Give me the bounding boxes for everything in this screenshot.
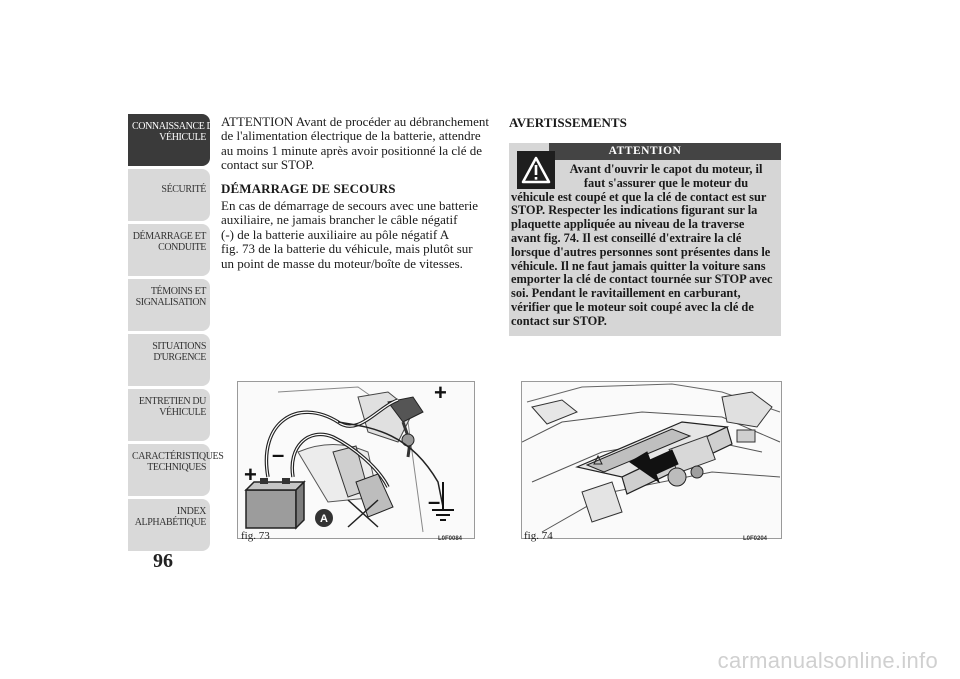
tab-label: SÉCURITÉ [161, 184, 206, 195]
page-number: 96 [153, 550, 173, 572]
tab-label: INDEX [176, 506, 206, 517]
avertissements-heading: AVERTISSEMENTS [509, 115, 627, 130]
tab-label: CONNAISSANCE DU [132, 121, 221, 132]
tab-label: ENTRETIEN DU [138, 396, 206, 407]
tab-label: ALPHABÉTIQUE [134, 517, 206, 528]
tab-situations-urgence[interactable] [128, 334, 210, 386]
plus-label-top: + [434, 382, 447, 405]
left-column [221, 115, 493, 271]
tab-securite[interactable] [128, 169, 210, 221]
figure-73-caption: fig. 73 [241, 530, 270, 542]
warning-line: Avant d'ouvrir le capot du moteur, il [569, 162, 763, 176]
warning-line: faut s'assurer que le moteur du [583, 175, 749, 190]
body-line: fig. 73 de la batterie du véhicule, mais plutôt sur [221, 241, 473, 257]
plus-label-left: + [244, 462, 257, 487]
section-heading: DÉMARRAGE DE SECOURS [221, 180, 396, 196]
minus-label-left: – [272, 442, 285, 467]
front-crossmember-illustration [522, 382, 781, 538]
figure-73 [237, 381, 475, 539]
tab-caracteristiques-techniques[interactable] [128, 444, 224, 496]
figure-74-code: L0F0204 [743, 536, 768, 542]
tab-label: TECHNIQUES [147, 462, 206, 473]
jump-start-illustration [238, 382, 474, 538]
tab-label: VÉHICULE [159, 132, 206, 143]
tab-label: DÉMARRAGE ET [132, 231, 206, 242]
tab-index-alphabetique[interactable] [128, 499, 210, 551]
tab-label: VÉHICULE [159, 407, 206, 418]
figure-73-code: L0F0084 [438, 536, 463, 542]
body-line: (-) de la batterie auxiliaire au pôle négatif A [221, 226, 450, 242]
tab-label: D'URGENCE [153, 352, 206, 363]
tab-label: TÉMOINS ET [150, 286, 206, 297]
warning-box [509, 143, 781, 336]
tab-entretien-vehicule[interactable] [128, 389, 210, 441]
minus-label-right: – [428, 489, 441, 514]
figure-74-caption: fig. 74 [524, 530, 553, 542]
tab-label: SITUATIONS [152, 341, 206, 352]
figure-74 [521, 381, 782, 539]
warning-title: ATTENTION [509, 143, 781, 160]
tab-label: CONDUITE [158, 242, 206, 253]
right-column [509, 115, 781, 131]
body-line: un point de masse du moteur/boîte de vitesses. [221, 255, 463, 271]
body-line: auxiliaire, ne jamais brancher le câble négatif [221, 212, 458, 228]
point-a-label: A [320, 513, 328, 525]
warning-text-block [509, 163, 781, 329]
tab-label: SIGNALISATION [135, 297, 206, 308]
tab-label: CARACTÉRISTIQUES [132, 451, 224, 462]
warning-text: véhicule est coupé et que la clé de contact est sur STOP. Respecter les indications figurant sur la plaquette appliquée au niveau de la traverse avant fig. 74. Il est conseillé d'extraire la clé lorsque d'autres personnes sont présentes dans le véhicule. Il ne faut jamais quitter la voiture sans emporter la clé de contact tournée sur STOP avec soi. Pendant le ravitaillement en carburant, vérifier que le moteur soit coupé avec la clé de contact sur STOP. [511, 189, 773, 328]
tab-demarrage-conduite[interactable] [128, 224, 210, 276]
tab-temoins-signalisation[interactable] [128, 279, 210, 331]
body-line: En cas de démarrage de secours avec une batterie [221, 198, 478, 214]
body-paragraph [221, 199, 493, 271]
attention-paragraph: ATTENTION Avant de procéder au débranchement de l'alimentation électrique de la batterie, attendre au moins 1 minute après avoir positionné la clé de contact sur STOP. [221, 114, 489, 173]
tab-connaissance-vehicule[interactable] [128, 114, 221, 166]
watermark: carmanualsonline.info [717, 648, 938, 673]
